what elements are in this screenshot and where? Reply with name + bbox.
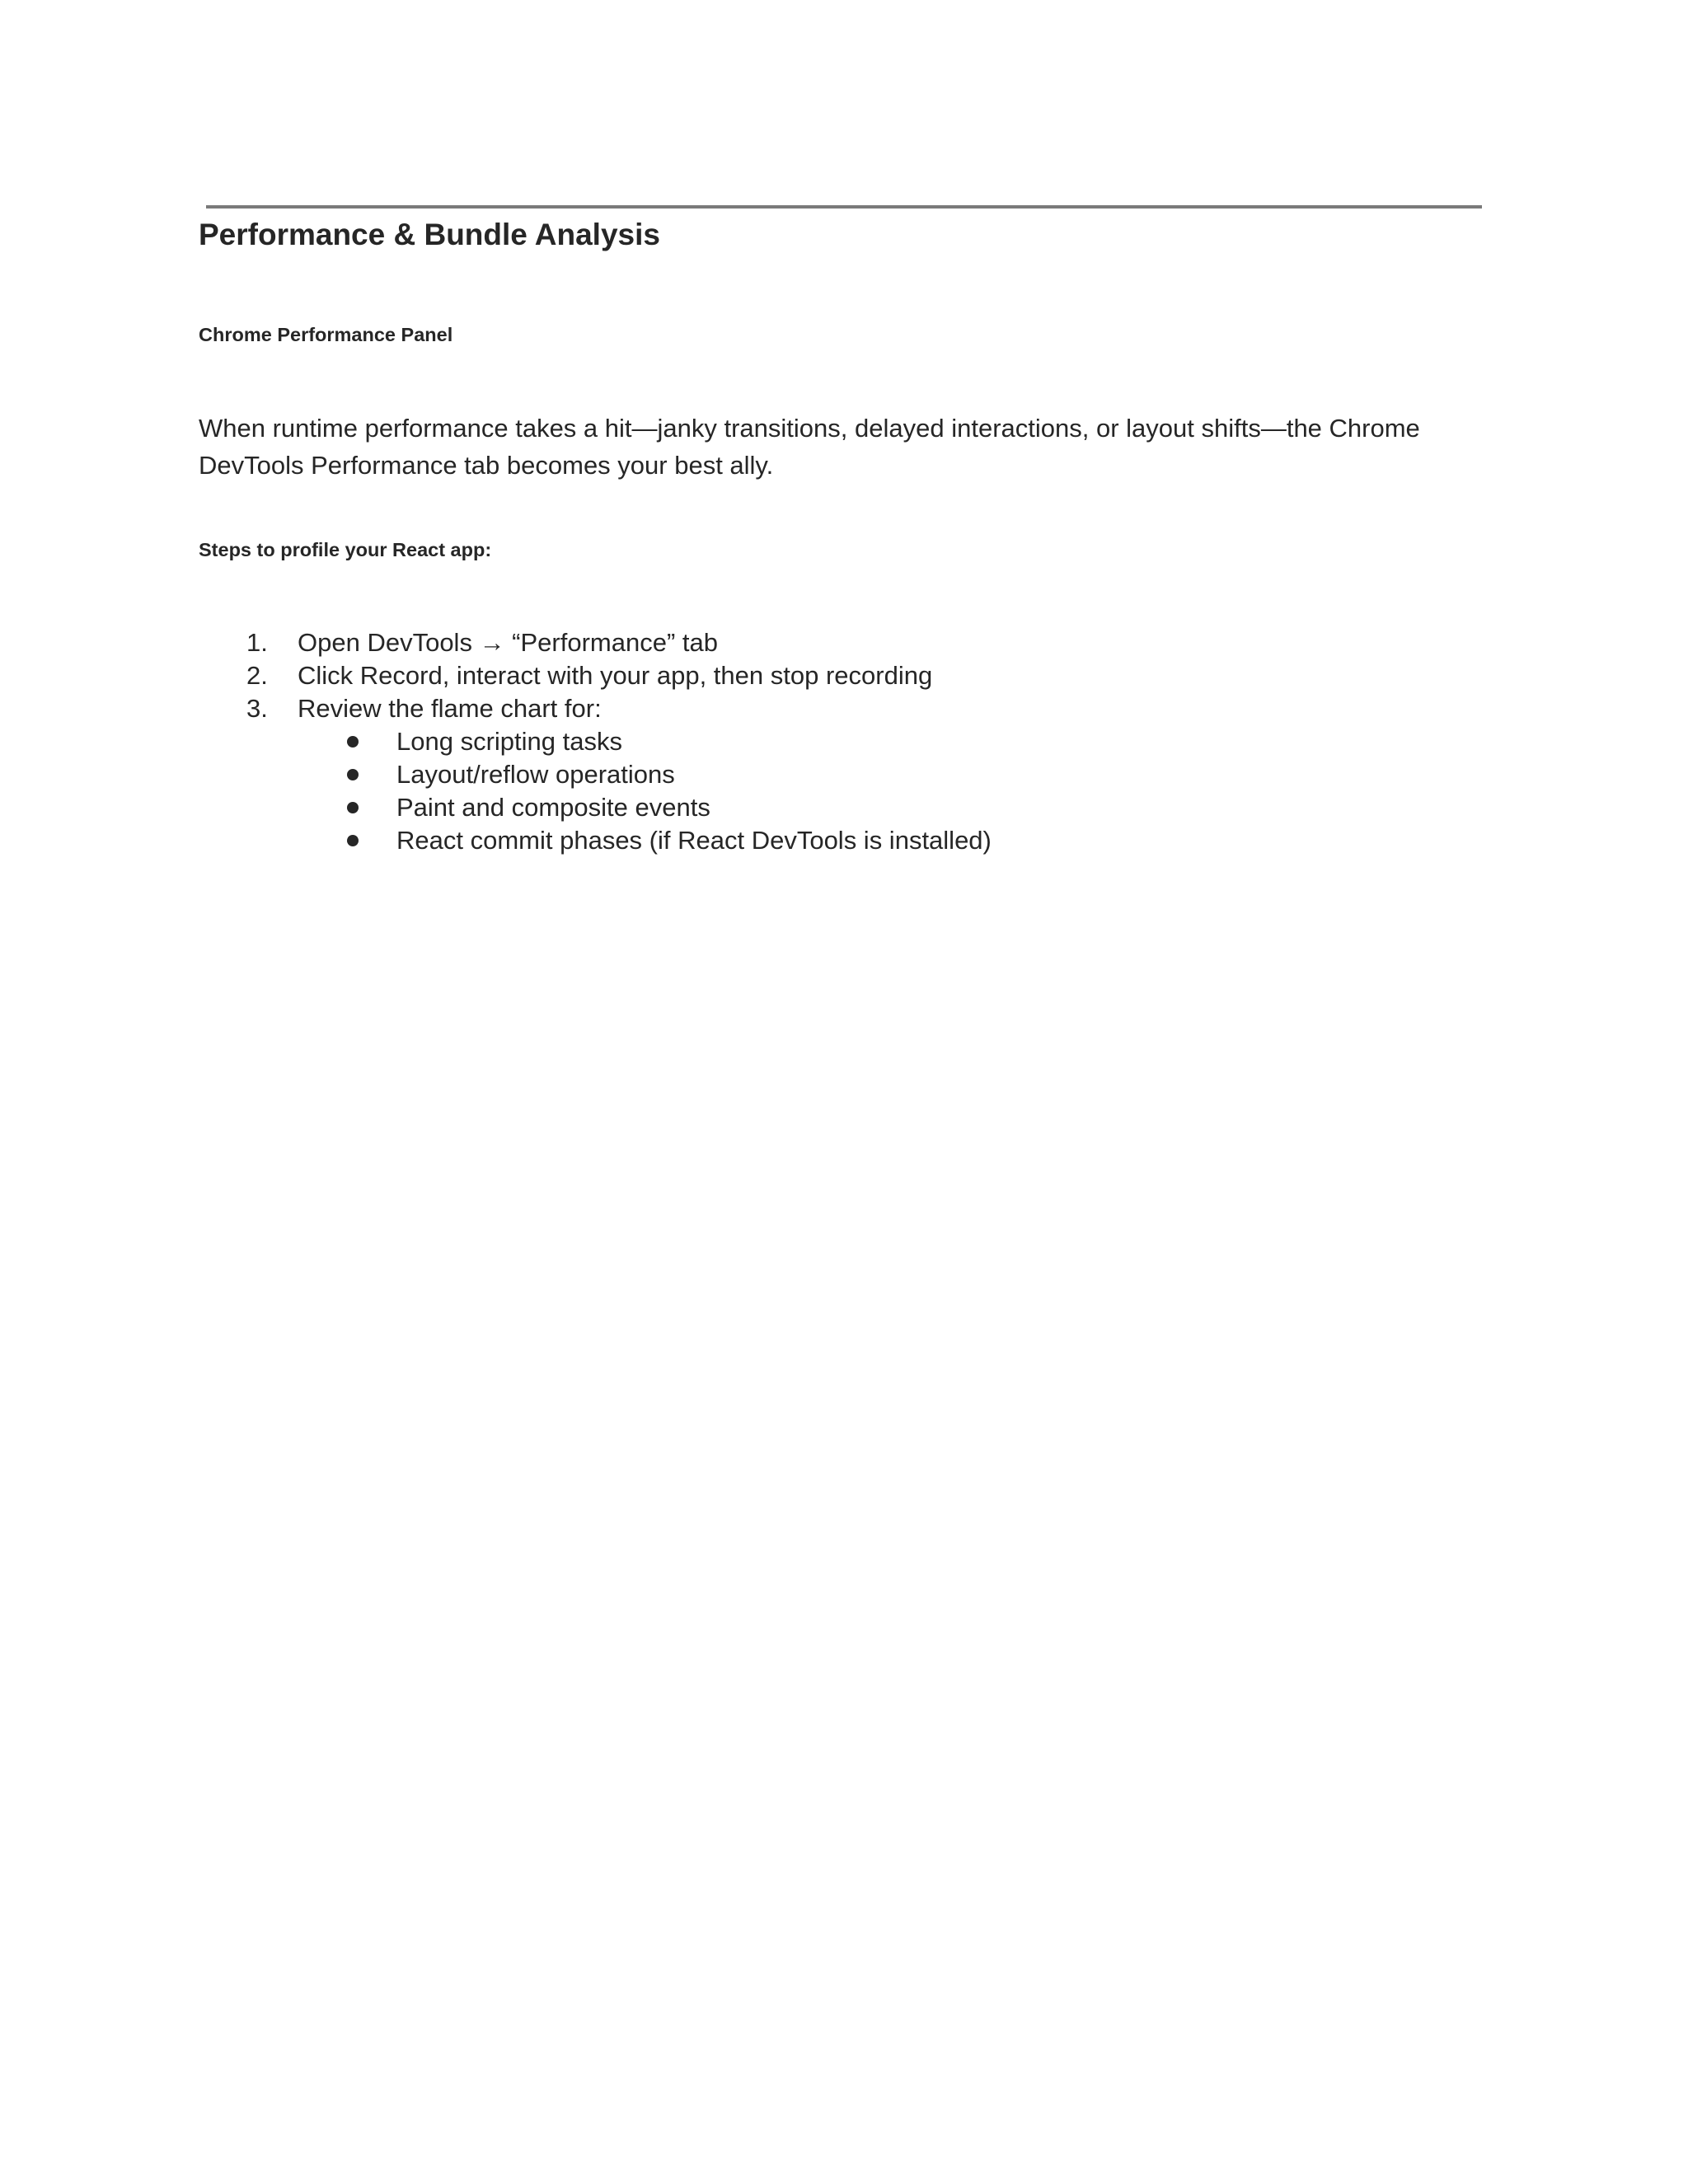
page-title: Performance & Bundle Analysis [199, 218, 660, 251]
sub-list-item-text: Layout/reflow operations [396, 760, 675, 789]
bullet-icon [347, 769, 359, 780]
list-number: 3. [246, 694, 268, 723]
bullet-icon [347, 802, 359, 813]
section-heading: Chrome Performance Panel [199, 324, 453, 345]
list-number: 1. [246, 628, 268, 657]
bullet-icon [347, 736, 359, 748]
list-item-text: Open DevTools → “Performance” tab [298, 628, 718, 657]
sub-list-item-text: Long scripting tasks [396, 727, 622, 756]
sub-list-item-text: Paint and composite events [396, 793, 710, 822]
list-item-text: Review the flame chart for: [298, 694, 602, 723]
list-item-text: Click Record, interact with your app, then stop recording [298, 661, 933, 690]
horizontal-rule [206, 205, 1482, 209]
sub-list-item-text: React commit phases (if React DevTools is installed) [396, 826, 992, 855]
list-number: 2. [246, 661, 268, 690]
bullet-icon [347, 835, 359, 846]
steps-heading: Steps to profile your React app: [199, 539, 492, 560]
intro-paragraph: When runtime performance takes a hit—janky transitions, delayed interactions, or layout shifts—the Chrome DevTools Performance tab becomes your best ally. [199, 414, 1420, 480]
